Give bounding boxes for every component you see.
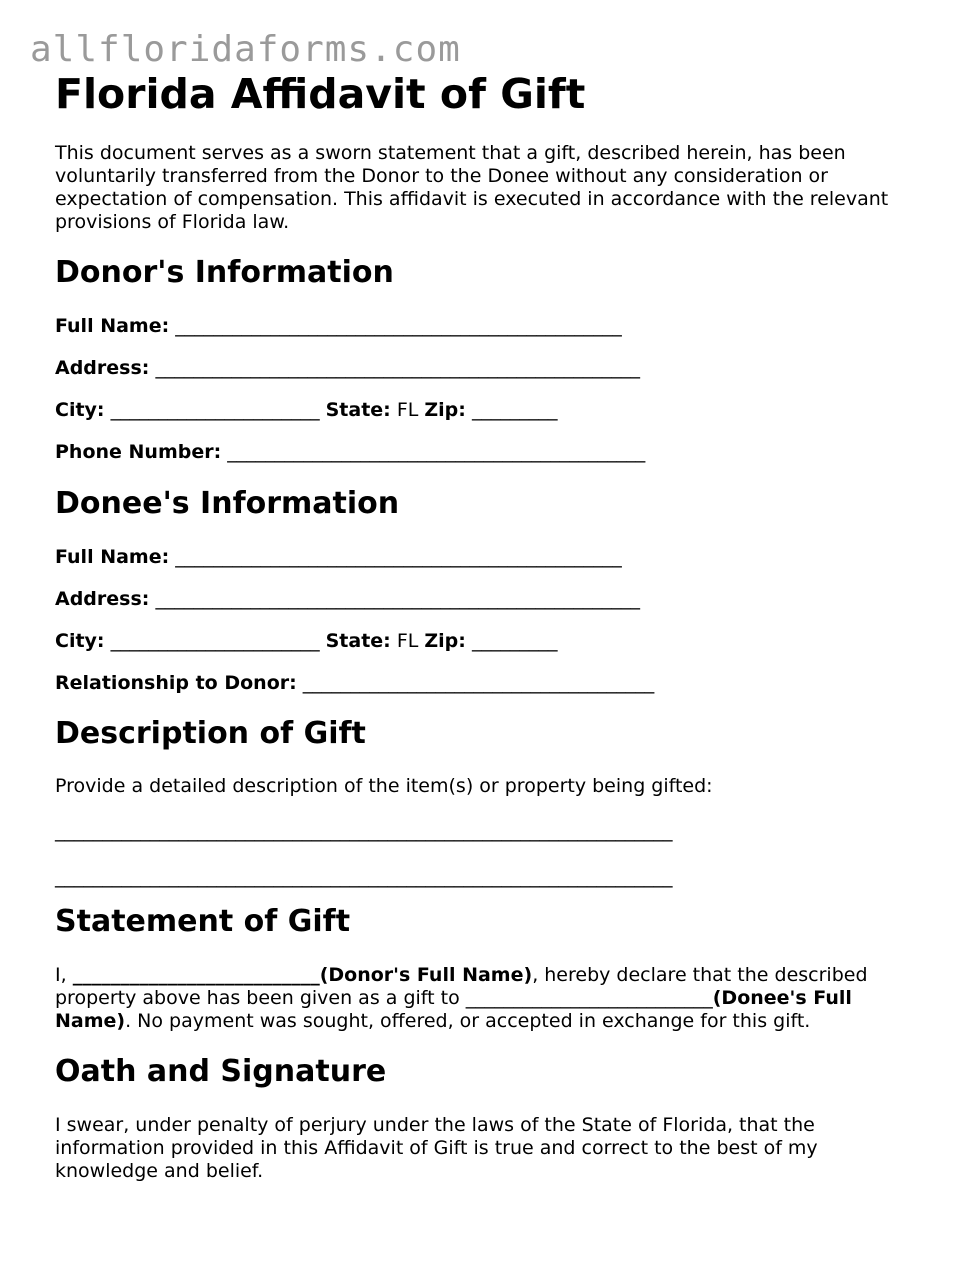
statement-paragraph (55, 964, 905, 1033)
donor-full-name-label: Full Name: (55, 315, 170, 337)
statement-heading: Statement of Gift (55, 904, 351, 939)
donee-state-value: FL (396, 630, 419, 652)
oath-heading: Oath and Signature (55, 1054, 387, 1089)
donor-zip-blank[interactable]: _________ (471, 399, 558, 421)
description-line-2[interactable]: _________________________________________________________________ (55, 866, 673, 888)
description-heading: Description of Gift (55, 716, 366, 751)
donee-relationship-blank[interactable]: _____________________________________ (302, 672, 655, 694)
watermark: allfloridaforms.com (30, 29, 461, 70)
donor-city-blank[interactable]: ______________________ (110, 399, 320, 421)
donor-phone-label: Phone Number: (55, 441, 222, 463)
donor-state-value: FL (396, 399, 419, 421)
donor-name-blank[interactable]: __________________________ (72, 964, 320, 986)
donee-state-label: State: (325, 630, 391, 652)
page-title: Florida Affidavit of Gift (55, 70, 586, 118)
statement-part-3: . No payment was sought, offered, or accepted in exchange for this gift. (125, 1010, 811, 1032)
donee-zip-blank[interactable]: _________ (471, 630, 558, 652)
donee-address-label: Address: (55, 588, 150, 610)
document-page (55, 70, 915, 1182)
donee-city-label: City: (55, 630, 105, 652)
donee-name-blank[interactable]: __________________________ (465, 987, 713, 1009)
donor-state-label: State: (325, 399, 391, 421)
donee-relationship-label: Relationship to Donor: (55, 672, 297, 694)
description-line-1[interactable]: _________________________________________________________________ (55, 820, 673, 842)
intro-paragraph: This document serves as a sworn statement that a gift, described herein, has been voluntarily transferred from the Donor to the Donee without any consideration or expectation of compensation. This affidavit is executed in accordance with the relevant provisions of Florida law. (55, 142, 889, 233)
donee-full-name-field[interactable] (55, 546, 622, 569)
donor-full-name-field[interactable] (55, 315, 622, 338)
donor-address-field[interactable] (55, 357, 640, 380)
donor-address-blank[interactable]: ___________________________________________________ (155, 357, 640, 379)
donor-city-state-zip-row (55, 399, 557, 422)
donor-phone-field[interactable] (55, 441, 645, 464)
donee-full-name-label: Full Name: (55, 546, 170, 568)
donor-address-label: Address: (55, 357, 150, 379)
donee-zip-label: Zip: (424, 630, 466, 652)
donee-name-reference: (Donee's Full Name) (55, 987, 852, 1032)
donor-full-name-blank[interactable]: _______________________________________________ (175, 315, 622, 337)
donee-full-name-blank[interactable]: _______________________________________________ (175, 546, 622, 568)
donor-phone-blank[interactable]: ____________________________________________ (227, 441, 646, 463)
description-prompt: Provide a detailed description of the item(s) or property being gifted: (55, 775, 713, 797)
donor-city-label: City: (55, 399, 105, 421)
statement-part-2: , hereby declare that the described property above has been given as a gift to (55, 964, 868, 1009)
statement-part-1: I, (55, 964, 73, 986)
donor-heading: Donor's Information (55, 255, 394, 290)
donee-address-field[interactable] (55, 588, 640, 611)
donor-name-reference: (Donor's Full Name) (319, 964, 533, 986)
donor-zip-label: Zip: (424, 399, 466, 421)
donee-city-state-zip-row (55, 630, 557, 653)
donee-city-blank[interactable]: ______________________ (110, 630, 320, 652)
oath-paragraph: I swear, under penalty of perjury under the laws of the State of Florida, that the information provided in this Affidavit of Gift is true and correct to the best of my knowledge and belief. (55, 1114, 818, 1182)
donee-address-blank[interactable]: ___________________________________________________ (155, 588, 640, 610)
donee-heading: Donee's Information (55, 486, 400, 521)
donee-relationship-field[interactable] (55, 672, 654, 695)
